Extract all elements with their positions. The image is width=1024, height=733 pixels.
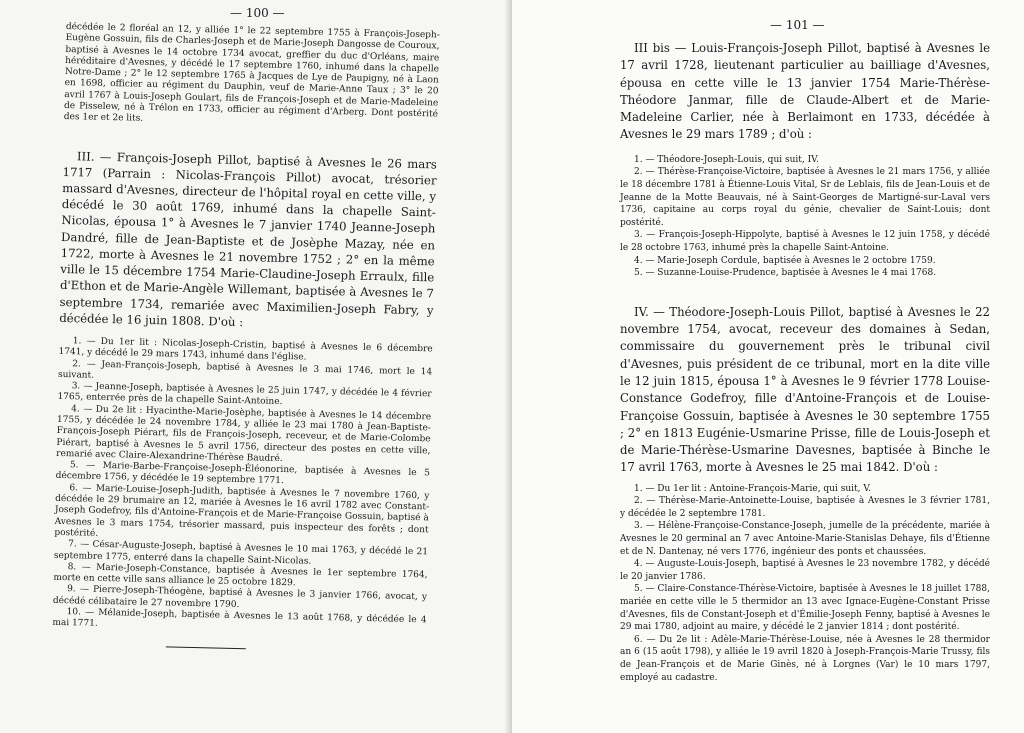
child-entry: 1. — Du 1er lit : Antoine-François-Marie, qui suit, V.	[634, 483, 872, 494]
child-entry: 5. — Marie-Barbe-Françoise-Joseph-Éléonorine, baptisée à Avesnes le 5 décembre 1756, y décédée le 19 septembre 1771.	[55, 460, 430, 487]
child-entry: 6. — Du 2e lit : Adèle-Marie-Thérèse-Louise, née à Avesnes le 28 thermidor an 6 (15 août 1798), y alliée le 19 avril 1820 à Joseph-François-Marie Trussy, fils de Jean-François et de Marie Ginès, né à Lorgnes (Var) le 10 mars 1797, employé au cadastre.	[620, 634, 990, 683]
child-entry: 7. — César-Auguste-Joseph, baptisé à Avesnes le 10 mai 1763, y décédé le 21 septembre 1775, enterré dans la chapelle Saint-Nicolas.	[53, 539, 429, 567]
section-iv-paragraph: IV. — Théodore-Joseph-Louis Pillot, baptisé à Avesnes le 22 novembre 1754, avocat, receveur des domaines à Sedan, commissaire du gouvernement près le tribunal civil d'Avesnes, puis président de ce tribunal, mort en la dite ville le 12 juin 1815, épousa 1° à Avesnes le 9 février 1778 Louise-Constance Godefroy, fille d'Antoine-François et de Louise-Françoise Gossuin, baptisée à Avesnes le 30 septembre 1755 ; 2° en 1813 Eugénie-Usmarine Prisse, fille de Louis-Joseph et de Marie-Thérèse-Usmarine Davesnes, baptisée à Binche le 17 avril 1763, morte à Avesnes le 25 mai 1842. D'où :	[620, 304, 990, 475]
child-entry: 4. — Du 2e lit : Hyacinthe-Marie-Josèphe, baptisée à Avesnes le 14 décembre 1755, y décédée le 24 novembre 1784, y alliée le 23 mai 1780 à Jean-Baptiste-François-Joseph Piérart, fils de François-Joseph, receveur, et de Marie-Colombe Piérart, baptisé à Avesnes le 5 avril 1756, directeur des postes en cette ville, remarié avec Claire-Alexandrine-Thérèse Baudré.	[56, 403, 432, 464]
left-page-number: — 100 —	[230, 6, 285, 20]
child-entry: 6. — Marie-Louise-Joseph-Judith, baptisée à Avesnes le 7 novembre 1760, y décédée le 29 brumaire an 12, mariée à Avesnes le 16 avril 1782 avec Constant-Joseph Godefroy, fils d'Antoine-François et de Marie-Françoise Gossuin, baptisé à Avesnes le 3 mars 1754, trésorier massard, puis inspecteur des forêts ; dont postérité.	[54, 482, 430, 539]
child-entry: 5. — Claire-Constance-Thérèse-Victoire, baptisée à Avesnes le 18 juillet 1788, mariée en cette ville le 5 thermidor an 13 avec Ignace-Eugène-Constant Prisse d'Avesnes, fils de Constant-Joseph et d'Émilie-Joseph Fenny, baptisé à Avesnes le 29 mai 1780, adjoint au maire, y décédé le 2 janvier 1814 ; dont postérité.	[620, 584, 990, 633]
child-entry: 4. — Auguste-Louis-Joseph, baptisé à Avesnes le 23 novembre 1782, y décédé le 20 janvier 1786.	[620, 559, 990, 582]
child-entry: 3. — François-Joseph-Hippolyte, baptisé à Avesnes le 12 juin 1758, y décédé le 28 octobre 1763, inhumé près la chapelle Saint-Antoine.	[620, 230, 990, 253]
child-entry: 5. — Suzanne-Louise-Prudence, baptisée à Avesnes le 4 mai 1768.	[634, 268, 937, 279]
child-entry: 4. — Marie-Joseph Cordule, baptisée à Avesnes le 2 octobre 1759.	[634, 255, 936, 266]
child-entry: 10. — Mélanide-Joseph, baptisée à Avesnes le 13 août 1768, y décédée le 4 mai 1771.	[52, 607, 427, 630]
child-entry: 1. — Théodore-Joseph-Louis, qui suit, IV.	[634, 154, 819, 165]
right-page-text	[620, 40, 990, 684]
section-iii-bis-paragraph: III bis — Louis-François-Joseph Pillot, baptisé à Avesnes le 17 avril 1728, lieutenant particulier au bailliage d'Avesnes, épousa en cette ville le 13 janvier 1754 Marie-Thérèse-Théodore Janmar, fille de Claude-Albert et de Marie-Madeleine Carlier, née à Berlaimont en 1733, décédée à Avesnes le 29 mars 1789 ; d'où :	[620, 41, 990, 142]
child-entry: 1. — Du 1er lit : Nicolas-Joseph-Cristin, baptisé à Avesnes le 6 décembre 1741, y décédé le 29 mars 1743, inhumé dans l'église.	[58, 336, 433, 363]
child-entry: 8. — Marie-Joseph-Constance, baptisée à Avesnes le 1er septembre 1764, morte en cette ville sans alliance le 25 octobre 1829.	[53, 562, 428, 589]
right-page-number: — 101 —	[770, 18, 825, 32]
end-rule	[166, 646, 246, 649]
left-intro-paragraph: décédée le 2 floréal an 12, y alliée 1° le 22 septembre 1755 à François-Joseph-Eugène Gossuin, fils de Charles-Joseph et de Marie-Joseph Dangosse de Couroux, baptisé à Avesnes le 14 octobre 1734 avocat, greffier du duc d'Orléans, maire héréditaire d'Avesnes, y décédé le 17 septembre 1760, inhumé dans la chapelle Notre-Dame ; 2° le 12 septembre 1765 à Jacques de Lye de Paupigny, né à Laon en 1698, officier au régiment du Dauphin, veuf de Marie-Anne Taux ; 3° le 20 avril 1767 à Louis-Joseph Goulart, fils de François-Joseph et de Marie-Madeleine de Pisselew, né à Trélon en 1733, officier au régiment d'Arberg. Dont postérité des 1er et 2e lits.	[63, 22, 440, 125]
child-entry: 2. — Thérèse-Marie-Antoinette-Louise, baptisée à Avesnes le 3 février 1781, y décédée le 2 septembre 1781.	[620, 496, 990, 519]
section-iii-paragraph: III. — François-Joseph Pillot, baptisé à Avesnes le 26 mars 1717 (Parrain : Nicolas-François Pillot) avocat, trésorier massard d'Avesnes, directeur de l'hôpital royal en cette ville, y décédé le 30 août 1769, inhumé dans la chapelle Saint-Nicolas, épousa 1° à Avesnes le 7 janvier 1740 Jeanne-Joseph Dandré, fille de Jean-Baptiste et de Josèphe Mazay, née en 1722, morte à Avesnes le 21 novembre 1752 ; 2° en la même ville le 15 décembre 1754 Marie-Claudine-Joseph Erraulx, fille d'Ethon et de Marie-Angèle Willemant, baptisée à Avesnes le 7 septembre 1734, remariée avec Maximilien-Joseph Fabry, y décédée le 16 juin 1808. D'où :	[59, 148, 438, 329]
child-entry: 2. — Thérèse-Françoise-Victoire, baptisée à Avesnes le 21 mars 1756, y alliée le 18 décembre 1781 à Étienne-Louis Vital, Sr de Leblais, fils de Jean-Louis et de Jeanne de la Motte Beauvais, né à Saint-Georges de Martigné-sur-Laval vers 1736, capitaine au corps royal du génie, chevalier de Saint-Louis; dont postérité.	[620, 167, 991, 228]
child-entry: 3. — Hélène-Françoise-Constance-Joseph, jumelle de la précédente, mariée à Avesnes le 20 germinal an 7 avec Antoine-Marie-Stanislas Dehaye, fils d'Étienne et de N. Dantenay, né vers 1776, ingénieur des ponts et chaussées.	[620, 521, 990, 557]
child-entry: 2. — Jean-François-Joseph, baptisé à Avesnes le 3 mai 1746, mort le 14 suivant.	[57, 358, 433, 381]
child-entry: 9. — Pierre-Joseph-Théogène, baptisé à Avesnes le 3 janvier 1766, avocat, y décédé célibataire le 27 novembre 1790.	[52, 584, 428, 610]
child-entry: 3. — Jeanne-Joseph, baptisée à Avesnes le 25 juin 1747, y décédée le 4 février 1765, enterrée près de la chapelle Saint-Antoine.	[57, 381, 432, 408]
left-page-text	[52, 22, 440, 653]
